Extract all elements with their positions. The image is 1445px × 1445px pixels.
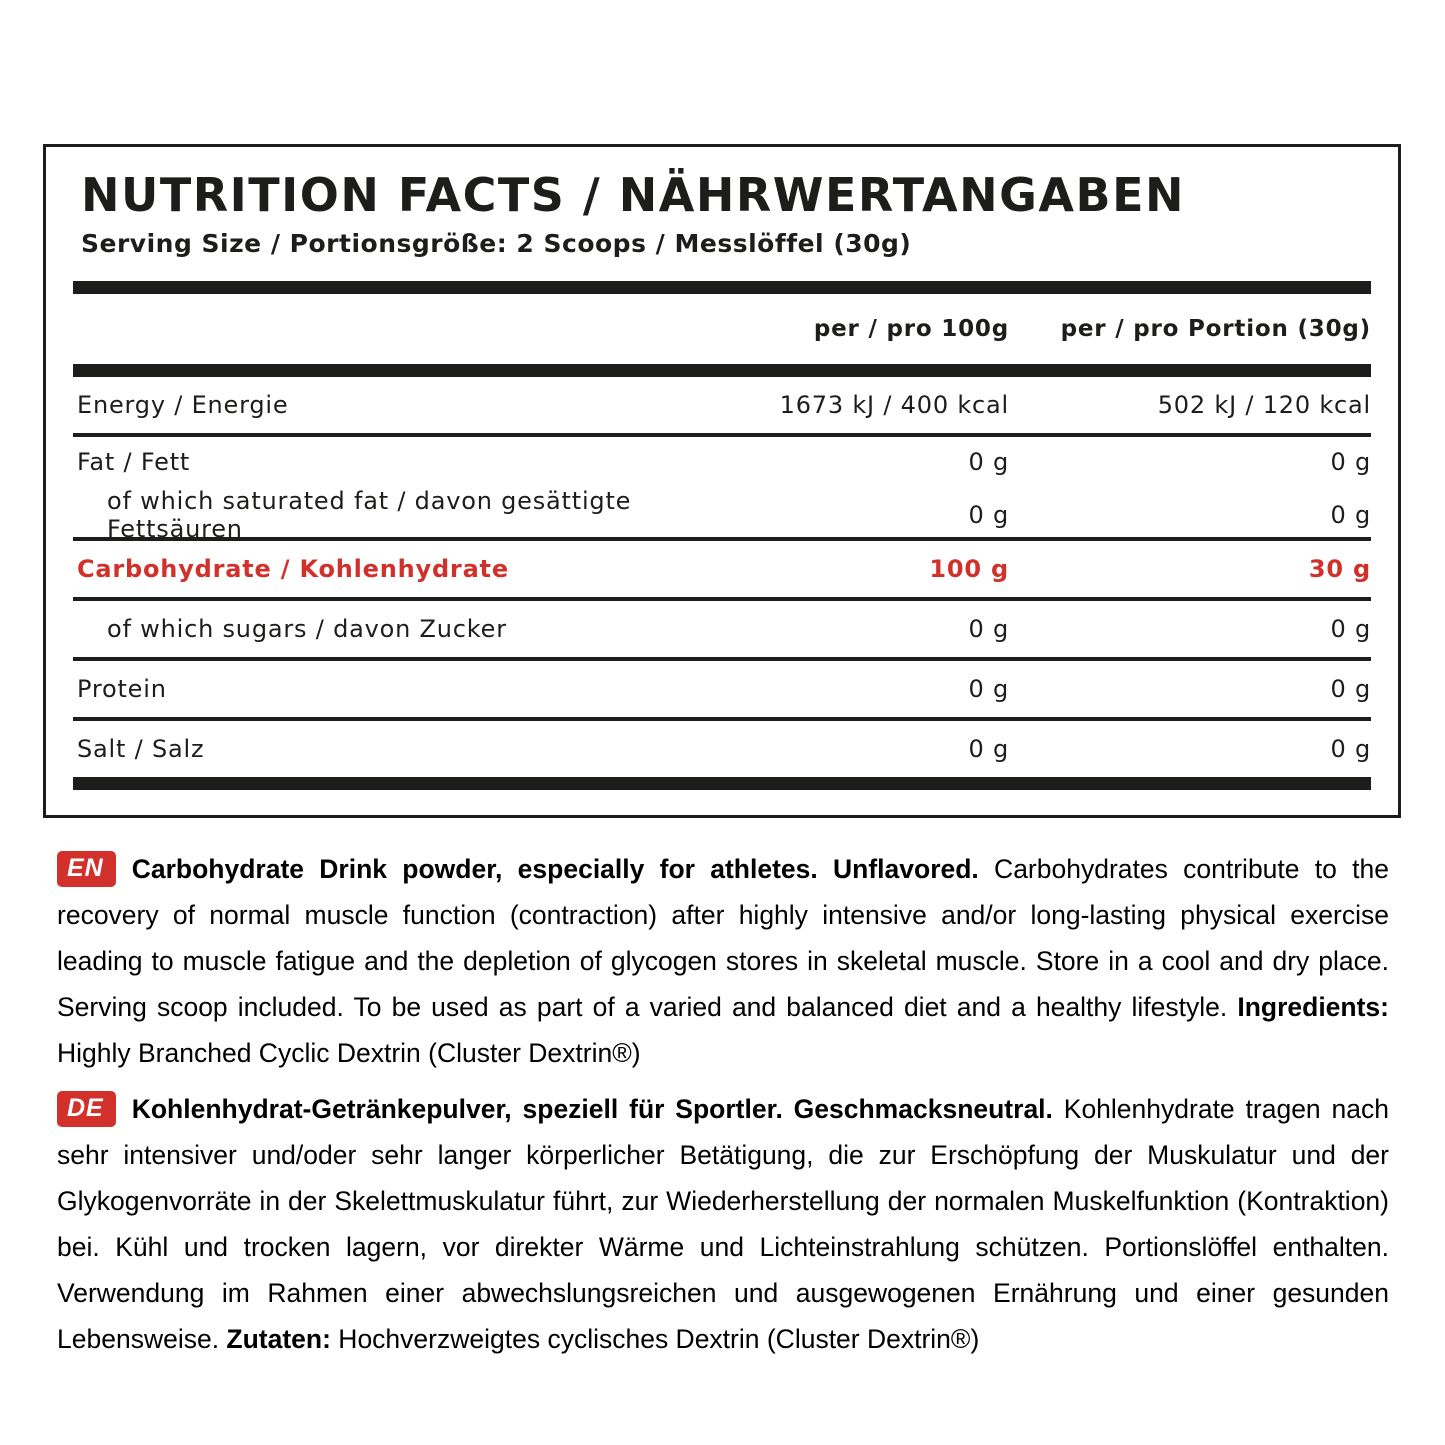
row-carbohydrate: [73, 541, 1371, 597]
table-header-row: [73, 294, 1371, 364]
row-energy: [73, 377, 1371, 433]
row-label: Fat / Fett: [77, 448, 191, 476]
row-value-per-portion: 502 kJ / 120 kcal: [1157, 391, 1371, 419]
en-lead-text: Carbohydrate Drink powder, especially for athletes. Unflavored.: [131, 854, 979, 884]
row-sugars: [73, 601, 1371, 657]
row-label: of which saturated fat / davon gesättigte Fettsäuren: [107, 487, 632, 543]
row-value-per-100g: 0 g: [968, 501, 1009, 529]
row-value-per-portion: 0 g: [1330, 735, 1371, 763]
nutrition-facts-panel: [43, 144, 1401, 818]
en-ingredients-text: Highly Branched Cyclic Dextrin (Cluster Dextrin®): [57, 1038, 641, 1068]
en-body-text: Carbohydrates contribute to the recovery of normal muscle function (contraction) after highly intensive and/or long-lasting physical exercise leading to muscle fatigue and the depletion of glycogen stores in skeletal muscle. Store in a cool and dry place. Serving scoop included. To be used as part of a varied and balanced diet and a healthy lifestyle.: [57, 854, 1389, 1022]
divider-bar-header: [73, 364, 1371, 377]
row-value-per-100g: 0 g: [968, 735, 1009, 763]
serving-size: Serving Size / Portionsgröße: 2 Scoops / Messlöffel (30g): [81, 229, 912, 258]
de-lead-text: Kohlenhydrat-Getränkepulver, speziell für Sportler. Geschmacksneutral.: [131, 1094, 1053, 1124]
row-value-per-portion: 30 g: [1308, 555, 1371, 583]
row-value-per-100g: 0 g: [968, 615, 1009, 643]
de-ingredients-label: Zutaten:: [226, 1324, 331, 1354]
row-label: Energy / Energie: [77, 391, 289, 419]
col-header-per-portion: per / pro Portion (30g): [1060, 316, 1371, 342]
col-header-per-100g: per / pro 100g: [813, 316, 1009, 342]
divider-bar-bottom: [73, 777, 1371, 790]
row-protein: [73, 661, 1371, 717]
row-value-per-100g: 0 g: [968, 675, 1009, 703]
german-description: [57, 1086, 1389, 1362]
row-value-per-100g: 0 g: [968, 448, 1009, 476]
row-label: of which sugars / davon Zucker: [107, 615, 507, 643]
row-value-per-portion: 0 g: [1330, 501, 1371, 529]
divider-bar-top: [73, 281, 1371, 294]
de-body-text: Kohlenhydrate tragen nach sehr intensiver und/oder sehr langer körperlicher Betätigung, die zur Erschöpfung der Muskulatur und der Glykogenvorräte in der Skelettmuskulatur führt, zur Wiederherstellung der normalen Muskelfunktion (Kontraktion) bei. Kühl und trocken lagern, vor direkter Wärme und Lichteinstrahlung schützen. Portionslöffel enthalten. Verwendung im Rahmen einer abwechslungsreichen und ausgewogenen Ernährung und einer gesunden Lebensweise.: [57, 1094, 1389, 1354]
en-badge: EN: [57, 851, 116, 887]
row-label: Protein: [77, 675, 167, 703]
row-label: Carbohydrate / Kohlenhydrate: [77, 555, 509, 583]
row-value-per-100g: 1673 kJ / 400 kcal: [779, 391, 1009, 419]
english-description: [57, 846, 1389, 1076]
row-fat: [73, 437, 1371, 487]
panel-title: NUTRITION FACTS / NÄHRWERTANGABEN: [81, 168, 1185, 222]
row-label: Salt / Salz: [77, 735, 205, 763]
row-value-per-portion: 0 g: [1330, 615, 1371, 643]
row-salt: [73, 721, 1371, 777]
row-value-per-portion: 0 g: [1330, 448, 1371, 476]
row-saturated-fat: [73, 487, 1371, 543]
de-ingredients-text: Hochverzweigtes cyclisches Dextrin (Cluster Dextrin®): [330, 1324, 980, 1354]
row-value-per-portion: 0 g: [1330, 675, 1371, 703]
de-badge: DE: [57, 1091, 116, 1127]
row-value-per-100g: 100 g: [929, 555, 1009, 583]
en-ingredients-label: Ingredients:: [1237, 992, 1389, 1022]
